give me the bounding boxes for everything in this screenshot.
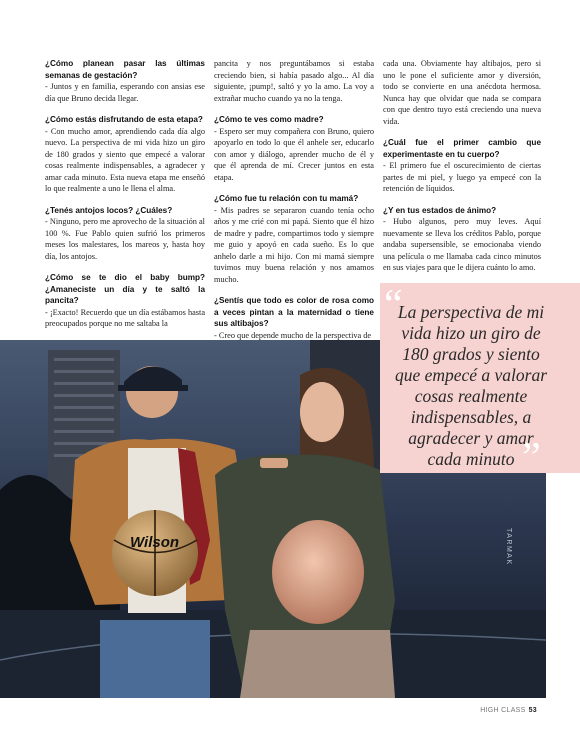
photo-credit: TARMAK	[505, 528, 512, 566]
qa-block	[45, 205, 205, 263]
column-3	[383, 58, 541, 284]
answer: - Hubo algunos, pero muy leves. Aquí nuevamente se lleva los créditos Pablo, porque andaba supersensible, se emocionaba viendo una película o me llamaba cada cinco minutos en sus viajes para que le dijera cuánto lo amo.	[383, 217, 541, 272]
answer: - ¡Exacto! Recuerdo que un día estábamos hasta preocupados porque no me saltaba la	[45, 307, 205, 328]
question: ¿Tenés antojos locos? ¿Cuáles?	[45, 205, 173, 215]
open-quote-icon: “	[384, 282, 403, 328]
answer: - Creo que depende mucho de la perspectiva de	[214, 330, 372, 340]
answer: - Juntos y en familia, esperando con ansias ese día que Bruno decida llegar.	[45, 82, 205, 103]
answer: - Ninguno, pero me aprovecho de la situación al 100 %. Fue Pablo quien sufrió los primeros meses los malestares, los mareos y, hasta hoy día, los antojos.	[45, 217, 205, 261]
answer: - Con mucho amor, aprendiendo cada día algo nuevo. La perspectiva de mi vida hizo un giro de 180 grados y siento que empecé a valorar cosas realmente indispensables, a agradecer y amar cada minuto. Esta nueva etapa me enseñó lo que realmente a uno le llena el alma.	[45, 126, 205, 193]
qa-block	[383, 205, 541, 274]
question: ¿Cómo estás disfrutando de esta etapa?	[45, 115, 203, 124]
pull-quote: La perspectiva de mi vida hizo un giro de 180 grados y siento que empecé a valorar cosas realmente indispensables, a agradecer y amar cada minuto	[394, 302, 548, 469]
question: ¿Y en tus estados de ánimo?	[383, 205, 497, 215]
answer: - Espero ser muy compañera con Bruno, quiero apoyarlo en todo lo que él anhele ser, educarlo con amor y diálogo, aprender mucho de él y que él aprenda de mí. Crecer juntos en esta etapa.	[214, 126, 374, 182]
qa-block	[383, 137, 541, 195]
qa-block	[45, 114, 205, 195]
column-1	[45, 58, 205, 340]
magazine-name: HIGH CLASS	[480, 707, 526, 714]
question: ¿Cómo se te dio el baby bump? ¿Amaneciste un día y te saltó la pancita?	[45, 273, 205, 305]
answer: pancita y nos preguntábamos si estaba creciendo bien, si había pasado algo... Al día siguiente, ¡pump!, saltó y yo la amo. La voy a extrañar mucho cuando ya no la tenga.	[214, 59, 374, 103]
column-2	[214, 58, 374, 351]
ball-brand: Wilson	[130, 534, 180, 551]
answer: cada una. Obviamente hay altibajos, pero si uno le pone el suficiente amor y diversión, todo se convierte en una anécdota hermosa. Nunca hay que olvidar que nada se compara con que dentro tuyo está creciendo una nueva vida.	[383, 59, 541, 126]
question: ¿Cuál fue el primer cambio que experimentaste en tu cuerpo?	[383, 138, 541, 159]
page-number: 53	[528, 707, 537, 714]
qa-block	[383, 58, 541, 127]
qa-block	[214, 114, 374, 183]
qa-block	[214, 295, 374, 341]
qa-block	[214, 193, 374, 285]
qa-block	[214, 58, 374, 104]
close-quote-icon: ”	[522, 435, 541, 481]
question: ¿Sentís que todo es color de rosa como a veces pintan a la maternidad o tiene sus altibajos?	[214, 296, 374, 328]
question: ¿Cómo fue tu relación con tu mamá?	[214, 194, 359, 203]
answer: - Mis padres se separaron cuando tenía ocho años y me crié con mi papá. Siento que él hizo de madre y padre, compartimos todo y siempre me guio y apoyó en cada sueño. Es lo que anhelo darle a mi hijo. Con mi mamá siempre tuvimos muy buena relación y nos amamos mucho.	[214, 205, 374, 284]
page-footer	[480, 707, 537, 714]
question: ¿Cómo planean pasar las últimas semanas de gestación?	[45, 59, 205, 80]
answer: - El primero fue el oscurecimiento de ciertas partes de mi piel, y luego ya empecé con la retención de líquidos.	[383, 161, 541, 193]
qa-block	[45, 272, 205, 330]
question: ¿Cómo te ves como madre?	[214, 115, 324, 124]
qa-block	[45, 58, 205, 104]
